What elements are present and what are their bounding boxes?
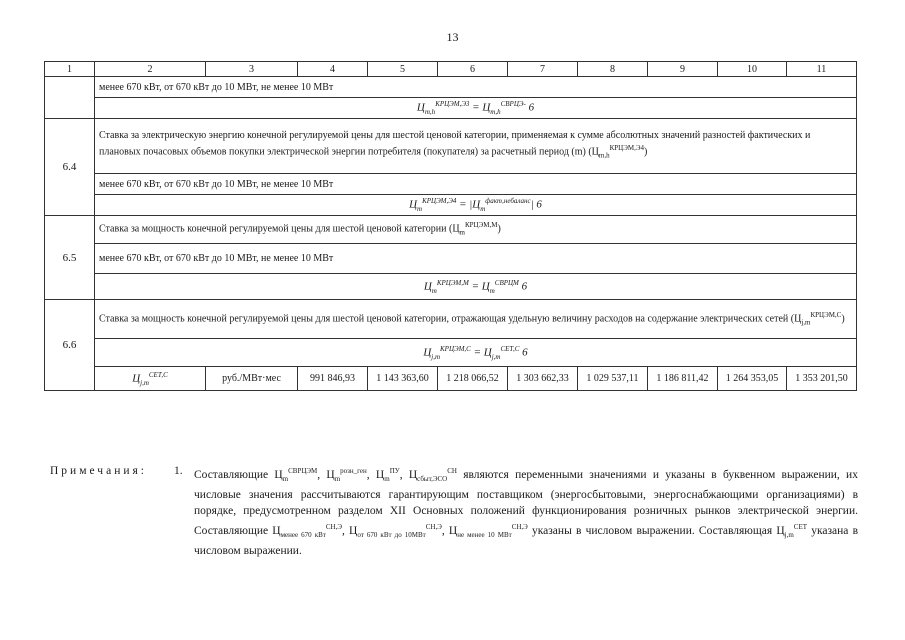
- value-cell: 1 143 363,60: [368, 367, 438, 391]
- header-row: [45, 62, 857, 77]
- parameter-symbol: $Ц_{j,m}^{СЕТ,С}$: [95, 367, 206, 391]
- value-cell: 991 846,93: [298, 367, 368, 391]
- power-ranges-text: менее 670 кВт, от 670 кВт до 10 МВт, не менее 10 МВт: [95, 244, 857, 274]
- formula: $Ц_{j,m}^{КРЦЭМ,С} = Ц_{j,m}^{СЕТ,С}$ 6: [95, 339, 857, 367]
- header-cell: 6: [438, 62, 508, 77]
- header-cell: 10: [718, 62, 787, 77]
- value-cell: 1 218 066,52: [438, 367, 508, 391]
- header-cell: 4: [298, 62, 368, 77]
- rate-description: Ставка за мощность конечной регулируемой цены для шестой ценовой категории, отражающая удельную величину расходов на содержание электрических сетей $(Ц_{j,m}^{КРЦЭМ,С})$: [95, 300, 857, 339]
- tariff-table: [44, 61, 857, 391]
- formula: $Ц_m^{КРЦЭМ,Э4} = |Ц_m^{факт,небаланс}|$ 6: [95, 195, 857, 216]
- unit-cell: руб./МВт·мес: [206, 367, 298, 391]
- row-number: 6.4: [45, 119, 95, 216]
- notes-label: Примечания:: [50, 465, 147, 477]
- header-cell: 11: [787, 62, 857, 77]
- header-cell: 5: [368, 62, 438, 77]
- note-number: 1.: [174, 465, 183, 477]
- power-ranges-text: менее 670 кВт, от 670 кВт до 10 МВт, не менее 10 МВт: [95, 77, 857, 98]
- formula: $Ц_m^{КРЦЭМ,М} = Ц_m^{СВРЦМ}$ 6: [95, 274, 857, 300]
- header-cell: 3: [206, 62, 298, 77]
- value-cell: 1 353 201,50: [787, 367, 857, 391]
- row-number: 6.6: [45, 300, 95, 391]
- row-number-cell: [45, 77, 95, 119]
- header-cell: 2: [95, 62, 206, 77]
- power-ranges-text: менее 670 кВт, от 670 кВт до 10 МВт, не менее 10 МВт: [95, 174, 857, 195]
- header-cell: 9: [648, 62, 718, 77]
- value-cell: 1 029 537,11: [578, 367, 648, 391]
- row-number: 6.5: [45, 216, 95, 300]
- rate-description: Ставка за мощность конечной регулируемой цены для шестой ценовой категории $(Ц_m^{КРЦЭМ,М})$: [95, 216, 857, 244]
- header-cell: 1: [45, 62, 95, 77]
- value-cell: 1 264 353,05: [718, 367, 787, 391]
- header-cell: 8: [578, 62, 648, 77]
- value-cell: 1 186 811,42: [648, 367, 718, 391]
- page-number: 13: [446, 30, 459, 44]
- rate-description: Ставка за электрическую энергию конечной регулируемой цены для шестой ценовой категории, применяемая к сумме абсолютных значений разностей фактических и плановых почасовых объемов покупки электрической энергии потребителя (покупателя) за расчетный период (m) $(Ц_{m,h}^{КРЦЭМ,Э4})$: [95, 119, 857, 174]
- formula: $Ц_{m,h}^{КРЦЭМ,Э3} = Ц_{m,h}^{СВРЦЭ-}$ 6: [95, 98, 857, 119]
- note-text: Составляющие $Ц_m^{СВРЦЭМ}$, $Ц_m^{розн\_ген}$, $Ц_m^{ПУ}$, $Ц_{сбыт,ЭСО}^{СН}$ являются переменными значениями и указаны в буквенном выражении, их числовые значения рассчитываются гарантирующим поставщиком (энергосбытовыми, энергоснабжающими организациями) в порядке, предусмотренном разделом XII Основных положений функционирования розничных рынков электрической энергии. Составляющие $Ц_{менее 670 кВт}^{СН,Э}$, $Ц_{от 670 кВт до 10МВт}^{СН,Э}$, $Ц_{не менее 10 МВт}^{СН,Э}$ указаны в числовом выражении. Составляющая $Ц_{j,m}^{СЕТ}$ указана в числовом выражении.: [194, 467, 858, 558]
- values-row: [45, 367, 857, 391]
- header-cell: 7: [508, 62, 578, 77]
- value-cell: 1 303 662,33: [508, 367, 578, 391]
